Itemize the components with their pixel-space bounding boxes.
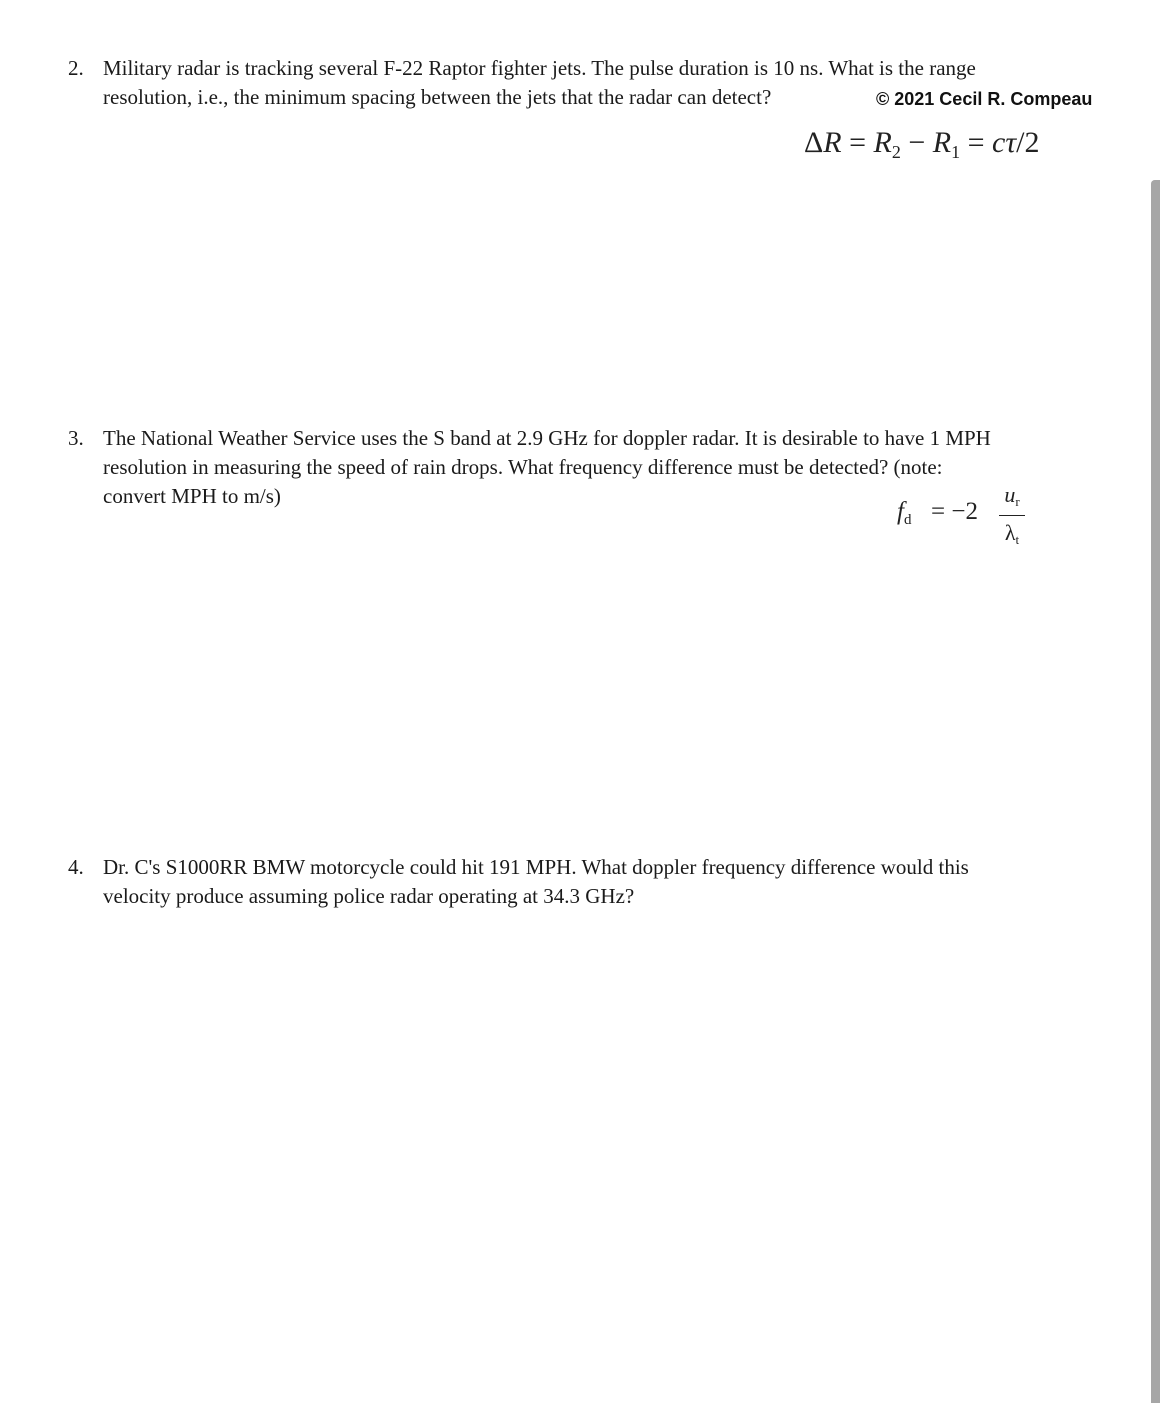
formula-var: R	[873, 126, 892, 159]
formula-subscript: 1	[951, 142, 961, 162]
formula-subscript: d	[903, 512, 912, 528]
formula-op: /2	[1016, 126, 1040, 159]
question-4	[68, 853, 1108, 911]
formula-lambda: λ	[1004, 520, 1016, 545]
scrollbar-thumb[interactable]	[1151, 180, 1160, 1403]
range-resolution-formula	[804, 126, 1039, 163]
question-text	[103, 853, 1108, 911]
formula-op: −	[900, 126, 933, 159]
fraction-denominator	[999, 520, 1025, 548]
formula-op: =	[960, 126, 993, 159]
formula-u: u	[1004, 482, 1016, 507]
question-number: 4.	[68, 855, 84, 879]
question-line: resolution, i.e., the minimum spacing between the jets that the radar can detect?	[103, 85, 772, 109]
formula-subscript: t	[1015, 532, 1020, 547]
question-line: Dr. C's S1000RR BMW motorcycle could hit 191 MPH. What doppler frequency difference would this	[103, 855, 969, 879]
formula-op: = −2	[931, 498, 978, 525]
question-line: Military radar is tracking several F-22 Raptor fighter jets. The pulse duration is 10 ns. What is the range	[103, 56, 976, 80]
formula-subscript: r	[1015, 494, 1020, 509]
question-line: resolution in measuring the speed of rain drops. What frequency difference must be detected? (note:	[103, 455, 943, 479]
formula-var	[897, 498, 911, 529]
question-line: convert MPH to m/s)	[103, 484, 281, 508]
formula-op: =	[841, 126, 874, 159]
fraction-bar	[999, 515, 1025, 516]
fraction-numerator	[999, 482, 1025, 510]
question-line: velocity produce assuming police radar operating at 34.3 GHz?	[103, 884, 635, 908]
formula-var: cτ	[992, 126, 1017, 159]
formula-var: R	[932, 126, 952, 159]
formula-var: R	[823, 126, 842, 159]
formula-f: f	[897, 498, 904, 525]
question-number: 2.	[68, 56, 84, 80]
formula-subscript: 2	[891, 142, 901, 162]
copyright-notice: © 2021 Cecil R. Compeau	[876, 89, 1093, 109]
question-number: 3.	[68, 426, 84, 450]
delta-symbol: Δ	[804, 126, 824, 159]
question-line: The National Weather Service uses the S band at 2.9 GHz for doppler radar. It is desirable to have 1 MPH	[103, 426, 991, 450]
